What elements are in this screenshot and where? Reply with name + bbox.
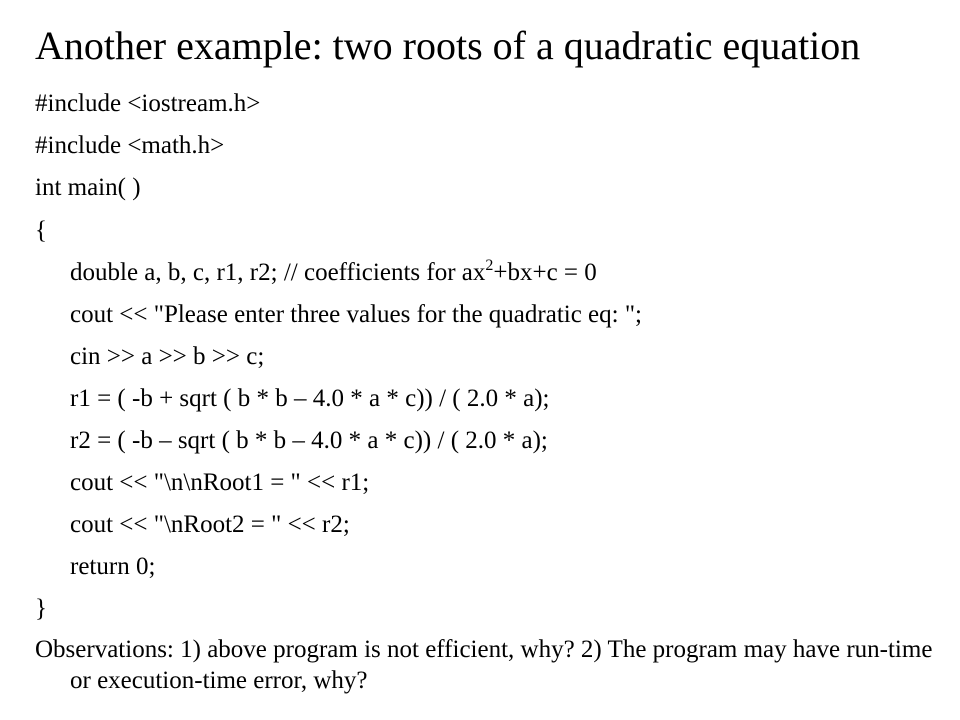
code-line-root2-output: cout << "\nRoot2 = " << r2; xyxy=(70,511,350,538)
code-line-prompt-output: cout << "Please enter three values for the quadratic eq: "; xyxy=(70,301,642,328)
code-line-root1-calc: r1 = ( -b + sqrt ( b * b – 4.0 * a * c)) / ( 2.0 * a); xyxy=(70,385,550,412)
code-line-declarations xyxy=(70,258,597,288)
code-line-input: cin >> a >> b >> c; xyxy=(70,343,265,370)
code-line-root2-calc: r2 = ( -b – sqrt ( b * b – 4.0 * a * c)) / ( 2.0 * a); xyxy=(70,427,548,454)
code-line-main-signature: int main( ) xyxy=(35,174,141,201)
code-line-return: return 0; xyxy=(70,553,156,580)
code-line-close-brace: } xyxy=(35,595,47,622)
exponent-superscript: 2 xyxy=(485,257,494,274)
code-line-declarations-text: double a, b, c, r1, r2; // coefficients for ax xyxy=(70,259,486,286)
code-line-declarations-tail: +bx+c = 0 xyxy=(493,259,597,286)
code-line-include-math: #include <math.h> xyxy=(35,132,225,159)
slide-title: Another example: two roots of a quadratic equation xyxy=(35,23,861,68)
code-line-open-brace: { xyxy=(35,217,47,244)
code-line-include-iostream: #include <iostream.h> xyxy=(35,90,261,117)
observations-text: Observations: 1) above program is not efficient, why? 2) The program may have run-time or execution-time error, why? xyxy=(35,636,933,694)
code-line-root1-output: cout << "\n\nRoot1 = " << r1; xyxy=(70,469,370,496)
